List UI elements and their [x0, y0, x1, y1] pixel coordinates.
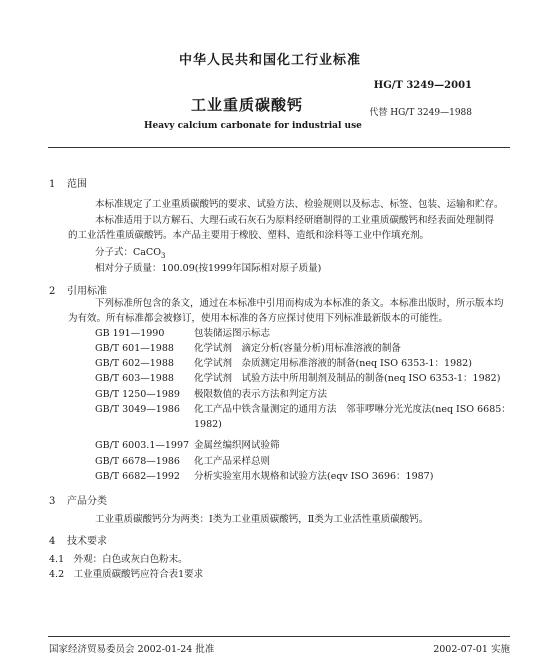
paragraph: 本标准规定了工业重质碳酸钙的要求、试验方法、检验规则以及标志、标签、包装、运输和贮存。: [95, 199, 504, 210]
section-1-heading: [49, 175, 87, 190]
reference-item: [95, 455, 270, 469]
reference-title: 金属丝编织网试验筛: [194, 440, 280, 451]
section-number: 2: [49, 286, 56, 297]
clause-item: 4.1 外观：白色或灰白色粉末。: [49, 554, 188, 565]
paragraph: 下列标准所包含的条文，通过在本标准中引用而构成为本标准的条文。本标准出版时，所示版本均: [95, 298, 504, 309]
reference-item: [95, 342, 401, 356]
reference-item: [95, 388, 327, 402]
reference-code: GB/T 1250—1989: [95, 389, 180, 400]
reference-title: 分析实验室用水规格和试验方法(eqv ISO 3696：1987): [194, 471, 434, 482]
effective-date: 2002-07-01 实施: [433, 644, 510, 655]
section-title: 产品分类: [67, 496, 107, 507]
replaces-standard: 代替 HG/T 3249—1988: [369, 108, 472, 118]
reference-title: 极限数值的表示方法和判定方法: [194, 389, 328, 400]
paragraph: 的工业活性重质碳酸钙。本产品主要用于橡胶、塑料、造纸和涂料等工业中作填充剂。: [68, 230, 430, 241]
paragraph: 工业重质碳酸钙分为两类：Ⅰ类为工业重质碳酸钙，Ⅱ类为工业活性重质碳酸钙。: [95, 514, 429, 525]
reference-item: [95, 327, 270, 341]
reference-title: 化工产品采样总则: [194, 456, 271, 467]
reference-title: 化工产品中铁含量测定的通用方法 邻菲啰啉分光光度法(neq ISO 6685：: [194, 404, 511, 415]
reference-code: GB/T 6682—1992: [95, 471, 180, 482]
footer-rule: [48, 636, 510, 637]
section-3-heading: [49, 492, 107, 507]
clause-item: 4.2 工业重质碳酸钙应符合表1要求: [49, 569, 204, 580]
reference-code: GB/T 601—1988: [95, 343, 174, 354]
section-title: 技术要求: [67, 536, 107, 547]
header-rule: [48, 147, 510, 148]
reference-code: GB/T 602—1988: [95, 358, 174, 369]
reference-item: [95, 470, 433, 484]
reference-continuation: 1982): [194, 419, 222, 430]
english-title: Heavy calcium carbonate for industrial use: [144, 121, 362, 131]
reference-title: 包装储运图示标志: [194, 328, 271, 339]
paragraph: 为有效。所有标准都会被修订，使用本标准的各方应探讨使用下列标准最新版本的可能性。: [68, 313, 449, 324]
approval-date: 国家经济贸易委员会 2002-01-24 批准: [49, 644, 215, 655]
reference-item: [95, 439, 280, 453]
reference-item: [95, 372, 500, 386]
reference-code: GB 191—1990: [95, 328, 165, 339]
section-number: 4: [49, 536, 56, 547]
reference-item: [95, 357, 472, 371]
reference-code: GB/T 6003.1—1997: [95, 440, 190, 451]
section-title: 引用标准: [67, 286, 107, 297]
section-title: 范围: [67, 179, 87, 190]
paragraph: 本标准适用于以方解石、大理石或石灰石为原料经研磨制得的工业重质碳酸钙和经表面处理制得: [95, 215, 495, 226]
reference-code: GB/T 3049—1986: [95, 404, 180, 415]
section-number: 1: [49, 179, 56, 190]
reference-title: 化学试剂 试验方法中所用制剂及制品的制备(neq ISO 6353-1：1982): [194, 373, 501, 384]
section-number: 3: [49, 496, 56, 507]
reference-code: GB/T 603—1988: [95, 373, 174, 384]
reference-item: [95, 403, 511, 417]
reference-code: GB/T 6678—1986: [95, 456, 180, 467]
document-title: 工业重质碳酸钙: [191, 96, 304, 114]
standard-number: HG/T 3249—2001: [373, 80, 472, 91]
molecular-mass: 相对分子质量：100.09(按1999年国际相对原子质量): [95, 263, 322, 274]
reference-title: 化学试剂 杂质测定用标准溶液的制备(neq ISO 6353-1：1982): [194, 358, 472, 369]
section-2-heading: [49, 282, 107, 297]
molecular-formula: 分子式：CaCO$_3$: [95, 247, 166, 260]
section-4-heading: [49, 532, 107, 547]
reference-title: 化学试剂 滴定分析(容量分析)用标准溶液的制备: [194, 343, 401, 354]
issuing-authority-title: 中华人民共和国化工行业标准: [178, 53, 361, 68]
